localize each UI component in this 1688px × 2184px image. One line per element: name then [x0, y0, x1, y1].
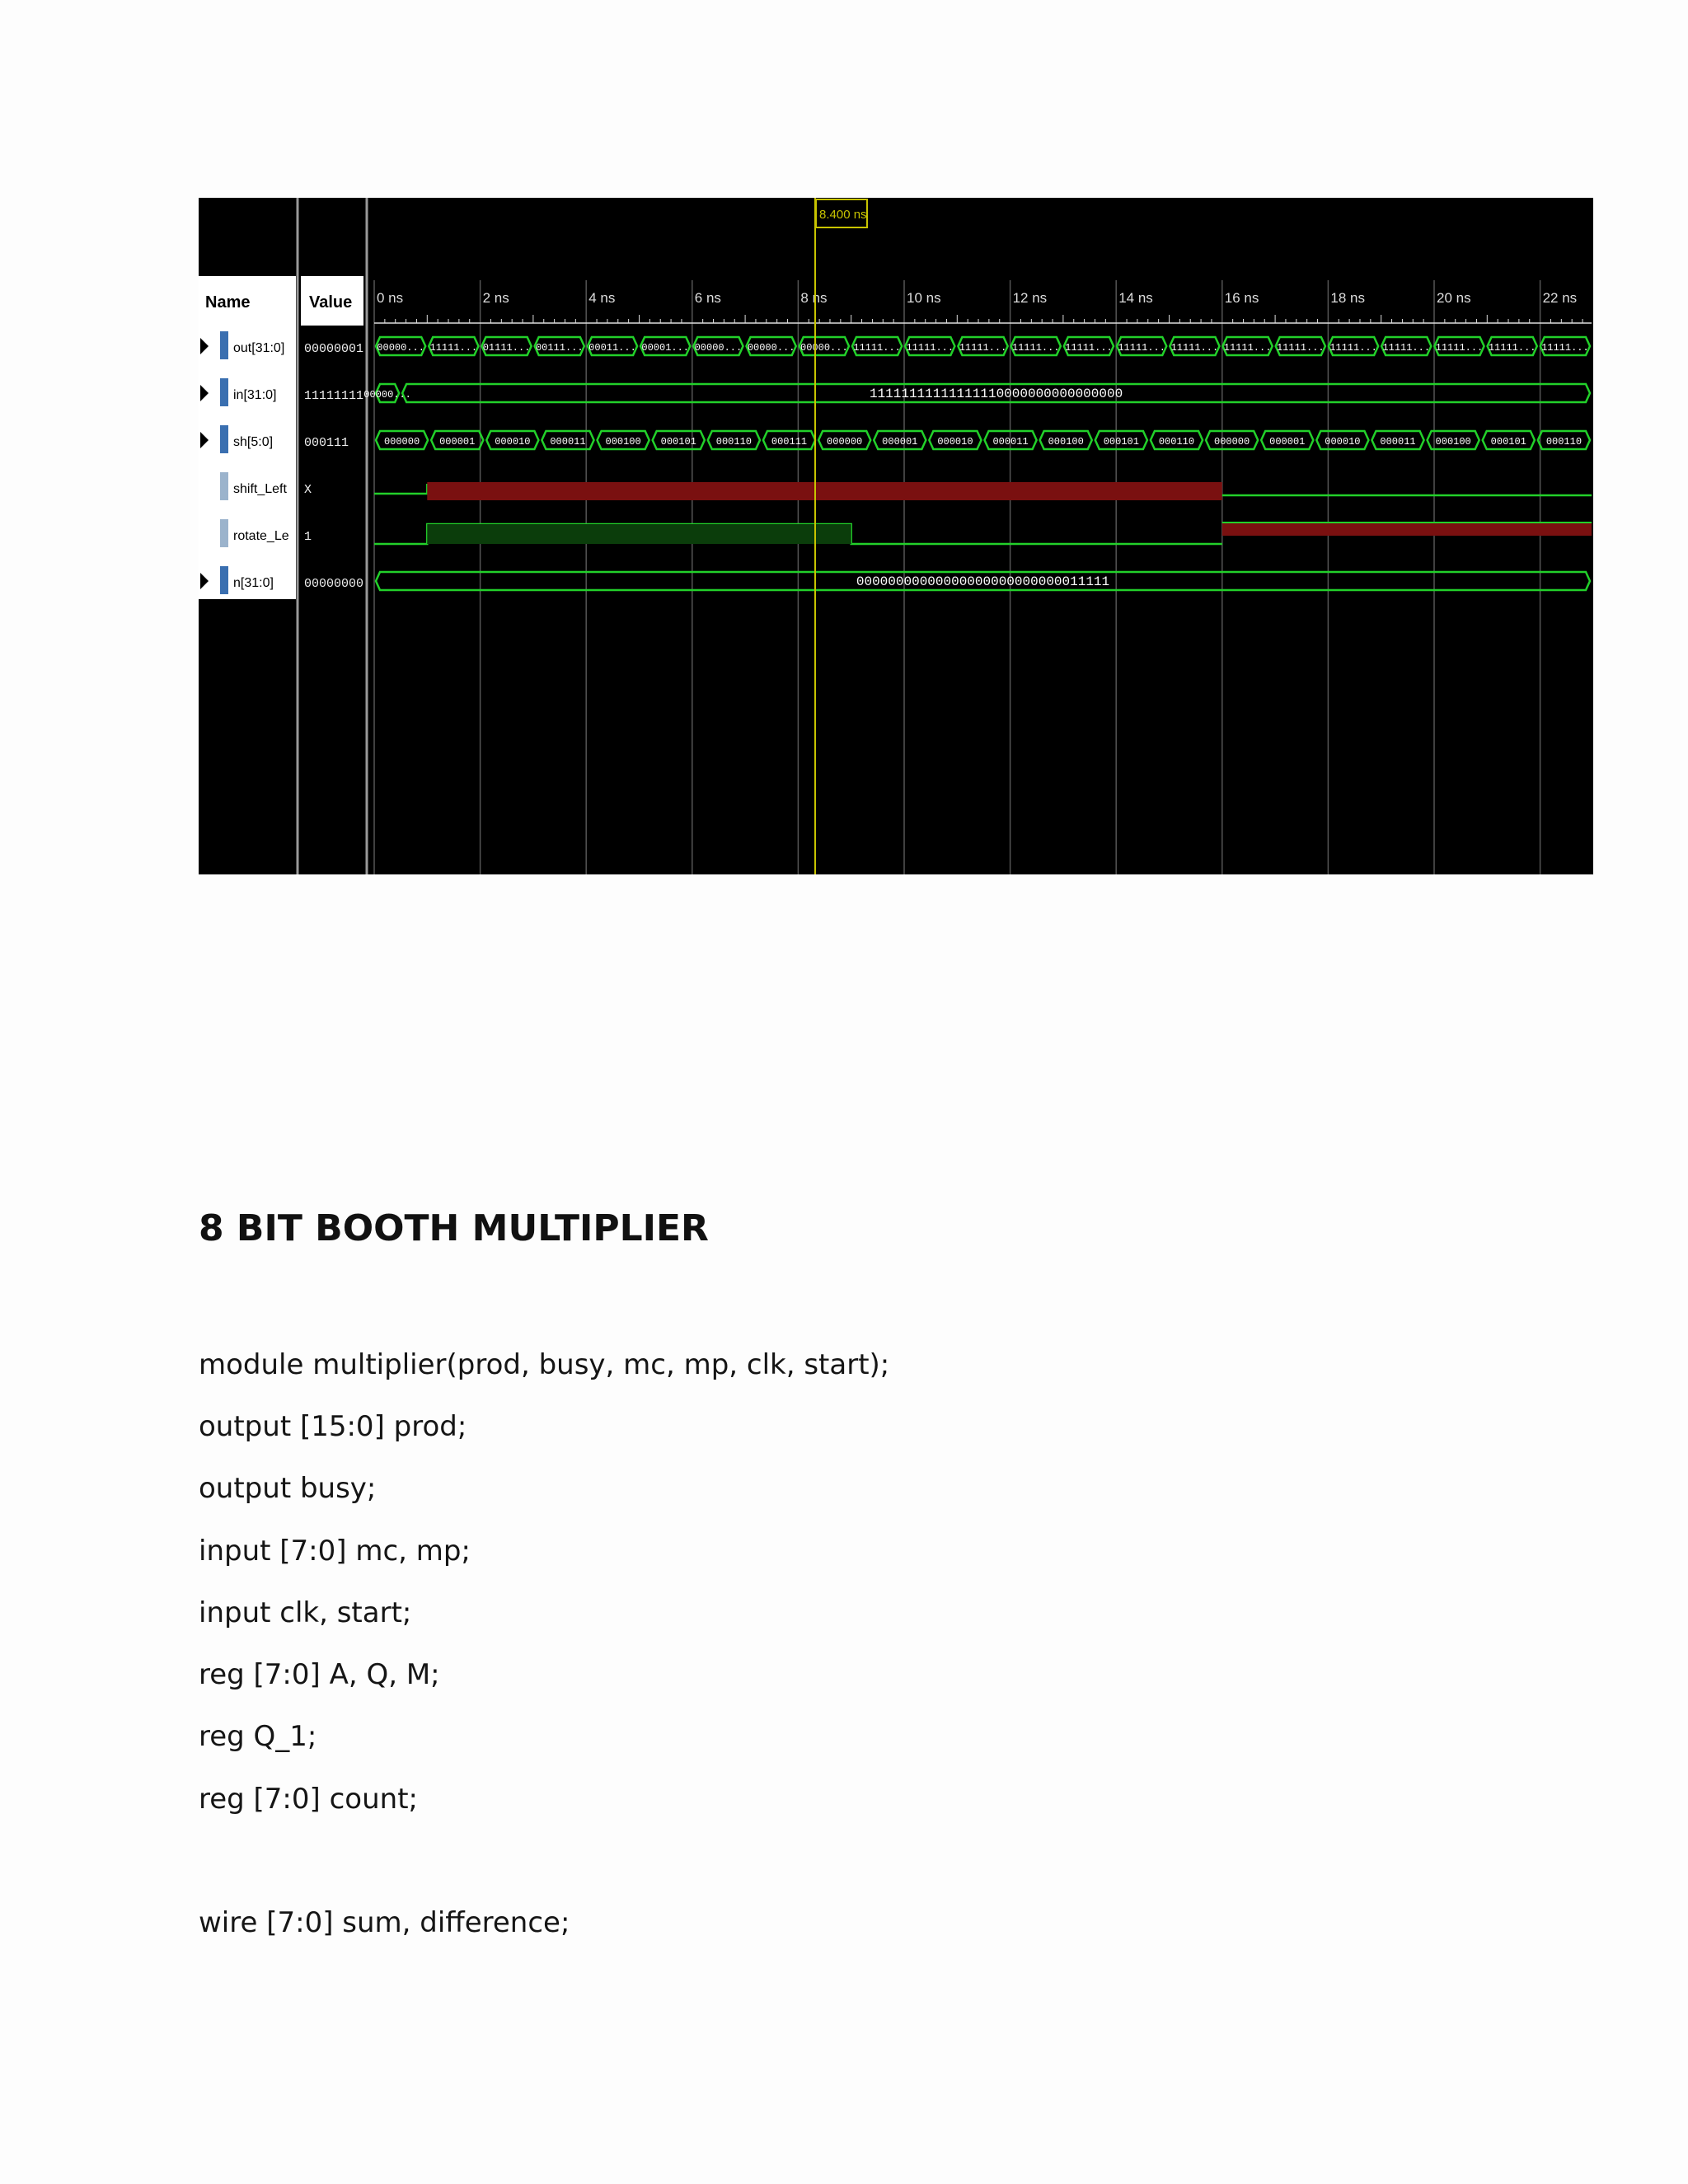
time-tick-label: 14 ns [1118, 290, 1153, 306]
signal-icon [220, 425, 228, 453]
waveform-canvas [199, 198, 1593, 874]
signal-icon [220, 566, 228, 594]
bus-value-label: 000100 [605, 436, 641, 448]
value-header: Value [309, 293, 353, 312]
time-tick-label: 22 ns [1542, 290, 1578, 306]
bus-value-label: 000100 [1048, 436, 1084, 448]
bus-value-label: 000101 [1490, 436, 1526, 448]
bus-value-label: 00111... [535, 342, 584, 354]
code-line: output [15:0] prod; [199, 1410, 467, 1443]
signal-value: 1 [304, 530, 312, 544]
bus-value-label: 00000... [363, 389, 411, 401]
time-tick-label: 4 ns [588, 290, 616, 306]
time-tick-label: 0 ns [377, 290, 404, 306]
bus-value-label: 11111111111111110000000000000000 [869, 387, 1123, 401]
bus-value-label: 000010 [495, 436, 531, 448]
signal-name: n[31:0] [233, 576, 274, 590]
bus-value-label: 000000 [1214, 436, 1250, 448]
bus-value-label: 000101 [660, 436, 696, 448]
code-line: output busy; [199, 1472, 377, 1505]
signal-value: 00000001 [304, 342, 364, 356]
code-line: input clk, start; [199, 1596, 412, 1629]
bus-value-label: 11111... [1435, 342, 1484, 354]
signal-value: 11111111 [304, 389, 364, 403]
unknown-state-band [1222, 523, 1592, 536]
signal-name: out[31:0] [233, 341, 285, 355]
bus-value-label: 00000... [377, 342, 424, 354]
signal-value: 000111 [304, 436, 349, 450]
bus-value-label: 11111... [853, 342, 901, 354]
signal-value: X [304, 483, 312, 497]
time-tick-label: 20 ns [1437, 290, 1471, 306]
bus-value-label: 000011 [1380, 436, 1416, 448]
bus-value-label: 000100 [1435, 436, 1471, 448]
time-tick-label: 2 ns [482, 290, 509, 306]
bus-value-label: 00001... [641, 342, 690, 354]
bus-value-label: 11111... [1011, 342, 1060, 354]
code-line: wire [7:0] sum, difference; [199, 1906, 570, 1939]
bus-value-label: 00011... [588, 342, 636, 354]
bus-value-label: 11111... [1118, 342, 1165, 354]
bus-value-label: 11111... [1488, 342, 1536, 354]
code-line: reg Q_1; [199, 1720, 317, 1753]
name-column [199, 326, 296, 599]
unknown-state-band [427, 482, 1222, 500]
bus-value-label: 11111... [906, 342, 954, 354]
bus-value-label: 000001 [882, 436, 918, 448]
time-tick-label: 8 ns [800, 290, 828, 306]
signal-name: sh[5:0] [233, 435, 274, 449]
bus-value-label: 11111... [429, 342, 478, 354]
time-tick-label: 6 ns [694, 290, 721, 306]
signal-value: 00000000 [304, 577, 364, 591]
bus-value-label: 11111... [1065, 342, 1113, 354]
bus-value-label: 000011 [550, 436, 586, 448]
code-line: input [7:0] mc, mp; [199, 1535, 471, 1568]
name-header: Name [205, 293, 251, 312]
code-line: reg [7:0] count; [199, 1783, 418, 1816]
bus-value-label: 11111... [1223, 342, 1272, 354]
signal-name: shift_Left [233, 482, 287, 496]
bus-value-label: 000110 [1545, 436, 1582, 448]
bus-value-label: 11111... [1541, 342, 1589, 354]
bus-value-label: 000000 [383, 436, 420, 448]
section-heading: 8 BIT BOOTH MULTIPLIER [199, 1207, 709, 1249]
signal-icon [220, 519, 228, 547]
bus-value-label: 000001 [439, 436, 476, 448]
bus-value-label: 01111... [482, 342, 531, 354]
bus-value-label: 11111... [1382, 342, 1431, 354]
bus-value-label: 000000 [827, 436, 863, 448]
bus-value-label: 11111... [959, 342, 1007, 354]
waveform-viewer [199, 198, 1593, 874]
signal-name: rotate_Le [233, 529, 289, 543]
time-tick-label: 16 ns [1224, 290, 1259, 306]
bus-value-label: 000110 [715, 436, 752, 448]
bus-value-label: 000111 [771, 436, 808, 448]
bus-value-label: 00000... [694, 342, 743, 354]
bus-value-label: 000010 [1325, 436, 1361, 448]
signal-icon [220, 378, 228, 406]
bus-value-label: 11111... [1329, 342, 1377, 354]
cursor-label: 8.400 ns [819, 208, 867, 222]
code-line: reg [7:0] A, Q, M; [199, 1658, 440, 1691]
code-line: module multiplier(prod, busy, mc, mp, clk, start); [199, 1348, 890, 1381]
bus-value-label: 00000... [747, 342, 795, 354]
bus-value-label: 000011 [992, 436, 1029, 448]
bus-value-label: 000110 [1158, 436, 1195, 448]
signal-icon [220, 472, 228, 500]
bus-value-label: 00000... [800, 342, 848, 354]
bus-value-label: 000001 [1269, 436, 1306, 448]
bus-value-label: 000101 [1103, 436, 1139, 448]
bus-value-label: 000010 [937, 436, 973, 448]
logic-high-fill [427, 524, 851, 544]
signal-name: in[31:0] [233, 388, 277, 402]
bus-value-label: 11111... [1276, 342, 1325, 354]
bus-value-label: 00000000000000000000000000011111 [856, 574, 1110, 589]
time-tick-label: 18 ns [1330, 290, 1365, 306]
time-tick-label: 10 ns [907, 290, 941, 306]
logic-trace [374, 484, 427, 494]
bus-value-label: 11111... [1170, 342, 1219, 354]
time-tick-label: 12 ns [1012, 290, 1048, 306]
signal-icon [220, 331, 228, 359]
